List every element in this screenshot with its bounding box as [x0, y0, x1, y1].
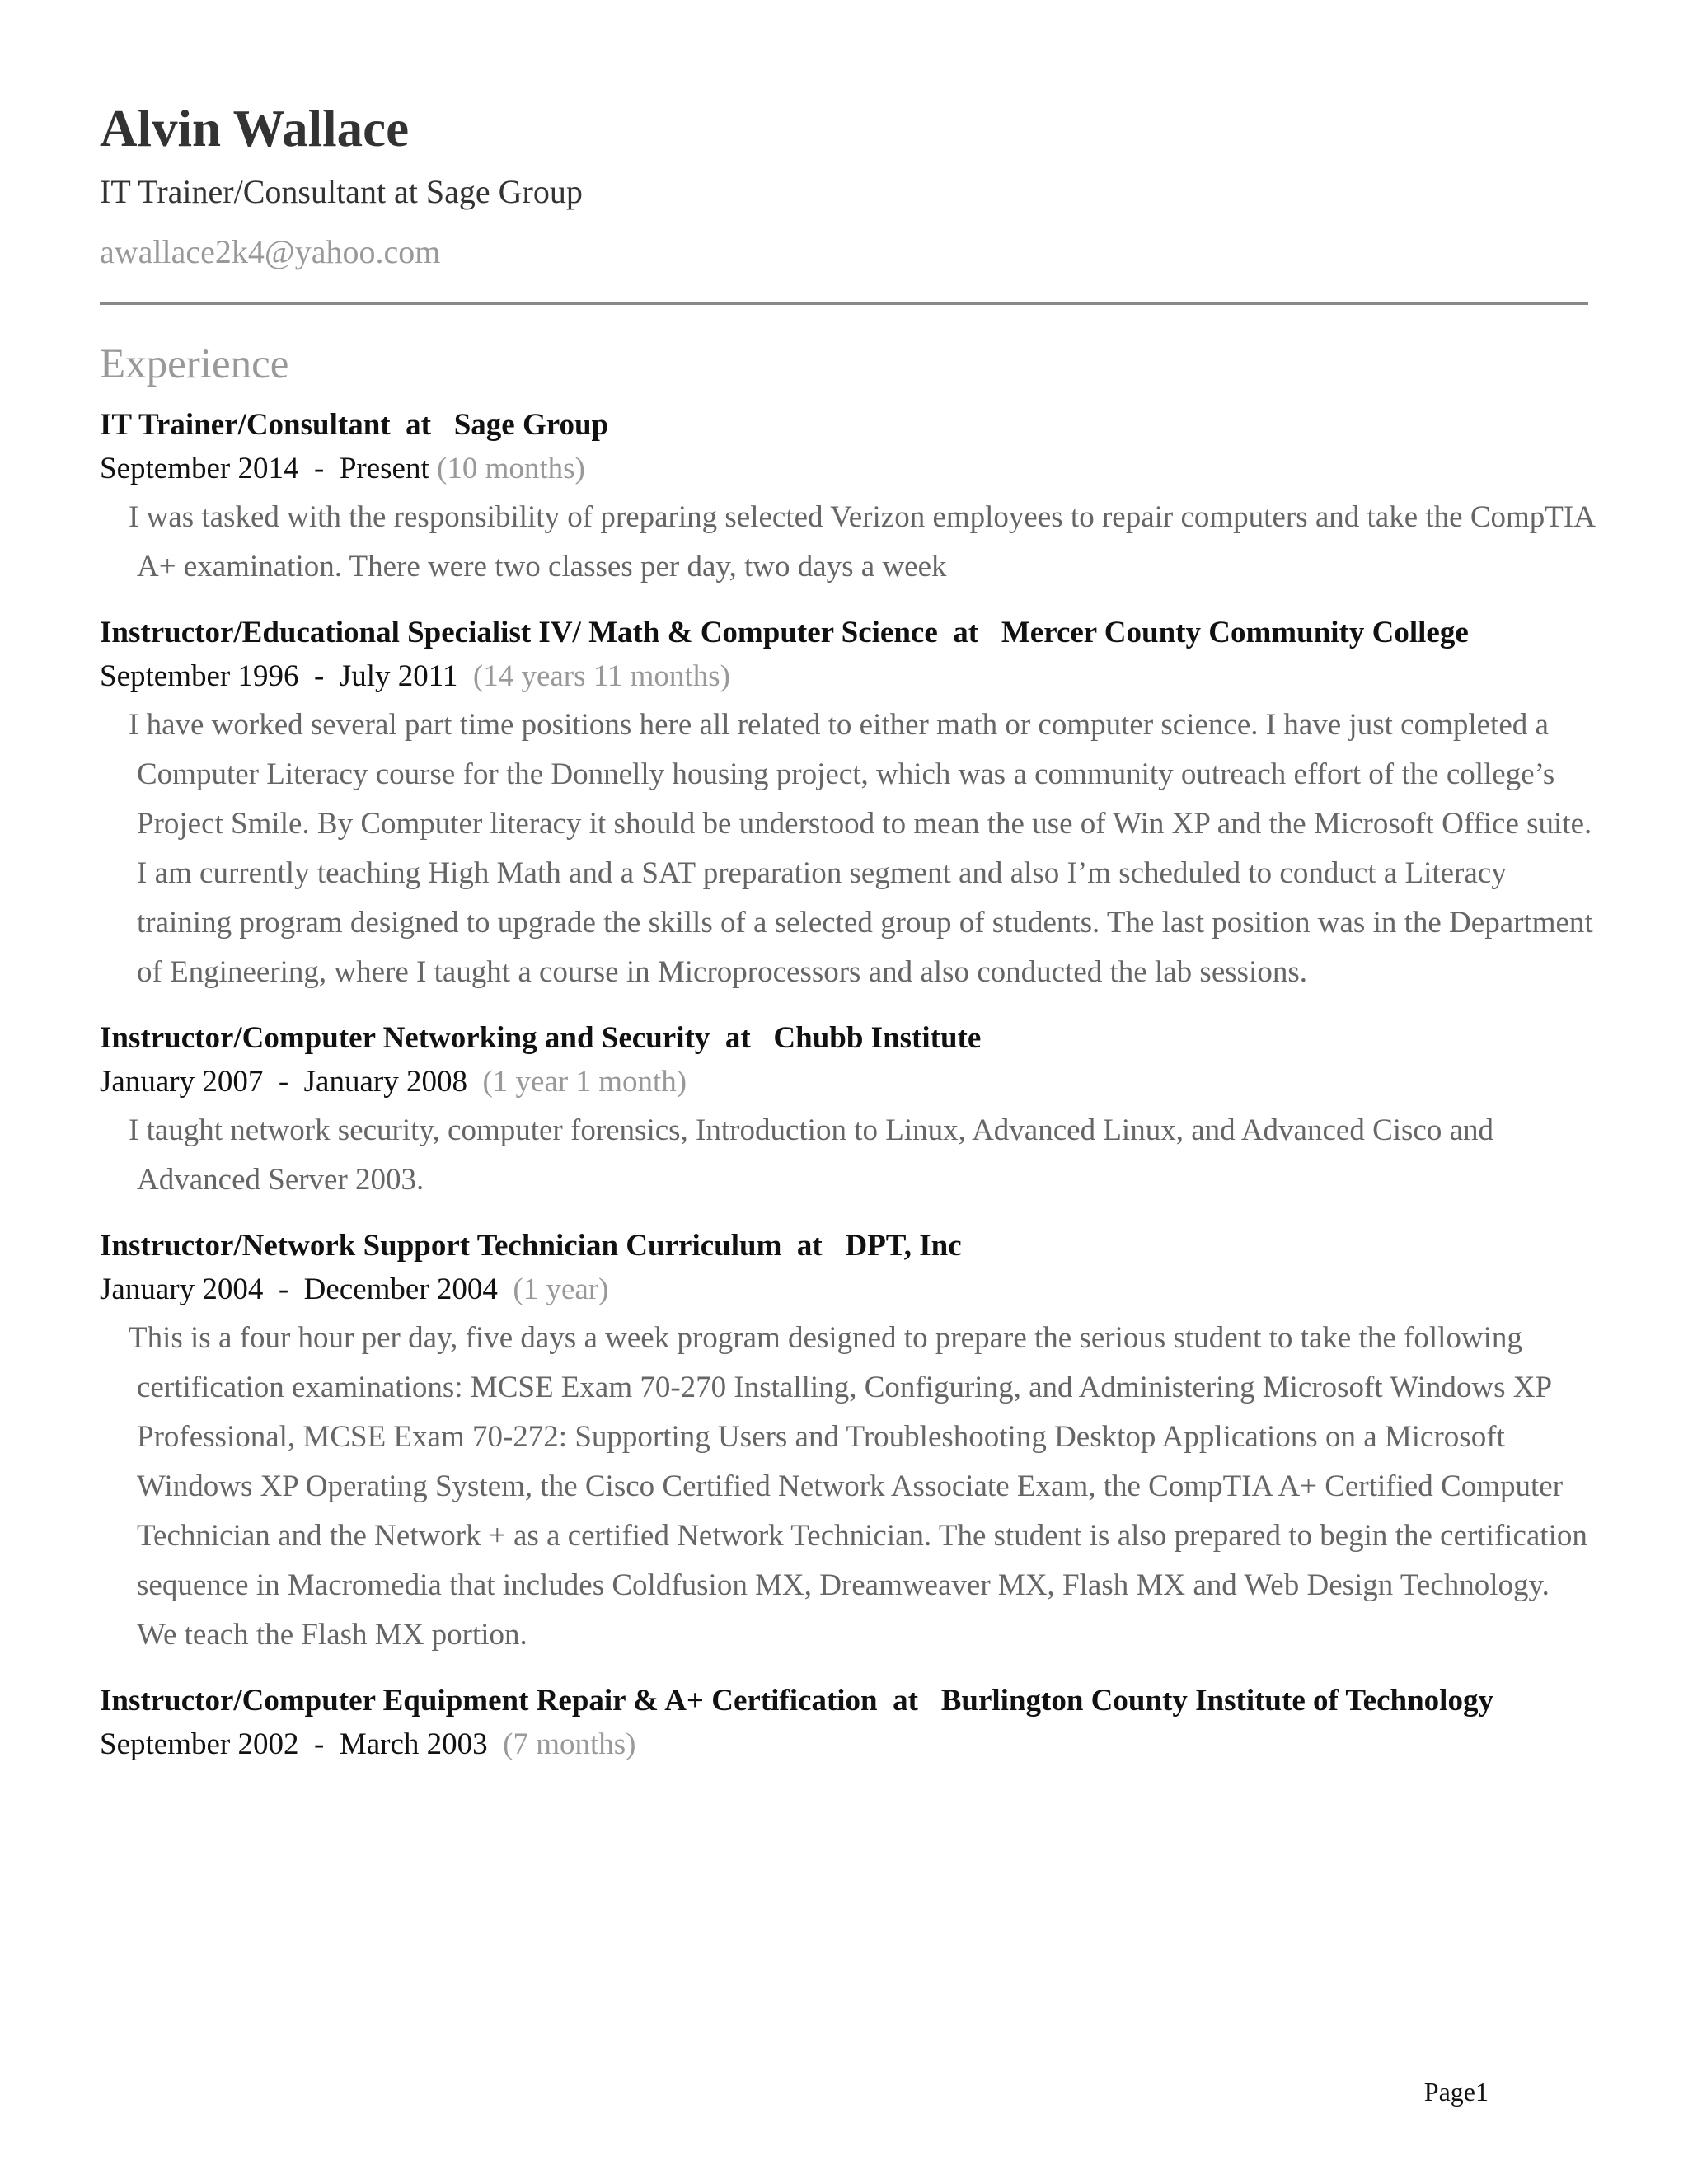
job-company: Chubb Institute: [773, 1021, 982, 1055]
job-end-date: January 2008: [303, 1065, 467, 1099]
candidate-email: awallace2k4@yahoo.com: [100, 233, 441, 270]
job-entry: [100, 613, 1593, 997]
job-end-date: December 2004: [303, 1272, 498, 1306]
job-entry: [100, 405, 1594, 592]
job-duration: (1 year 1 month): [482, 1065, 687, 1099]
job-duration: (10 months): [437, 452, 585, 485]
job-entry: [100, 1226, 1588, 1660]
job-company: DPT, Inc: [845, 1229, 962, 1263]
job-date-dash: -: [313, 659, 325, 693]
job-start-date: January 2004: [100, 1272, 264, 1306]
job-dates: [100, 1721, 1588, 1769]
candidate-headline: IT Trainer/Consultant at Sage Group: [100, 173, 583, 210]
job-duration: (14 years 11 months): [472, 659, 730, 693]
job-title-line: [100, 1019, 1588, 1058]
job-title: Instructor/Educational Specialist IV/ Math & Computer Science: [100, 616, 938, 649]
job-title-line: [100, 1226, 1588, 1266]
job-end-date: Present: [339, 452, 429, 485]
job-dates: [100, 653, 1588, 701]
job-entry: [100, 1681, 1588, 1769]
job-company: Sage Group: [453, 408, 609, 442]
job-title-line: [100, 1681, 1588, 1721]
job-at: at: [893, 1684, 918, 1718]
job-company: Mercer County Community College: [1001, 616, 1469, 649]
job-description: This is a four hour per day, five days a week program designed to prepare the serious student to take the following certification examinations: MCSE Exam 70-270 Installing, Configuring, and Administering Microsoft Windows XP Professional, MCSE Exam 70-272: Supporting Users and Troubleshooting Desktop Applications on a Microsoft Windows XP Operating System, the Cisco Certified Network Associate Exam, the CompTIA A+ Certified Computer Technician and the Network + as a certified Network Technician. The student is also prepared to begin the certification sequence in Macromedia that includes Coldfusion MX, Dreamweaver MX, Flash MX and Web Design Technology. We teach the Flash MX portion.: [129, 1321, 1587, 1652]
job-company: Burlington County Institute of Technology: [940, 1684, 1493, 1718]
job-duration: (7 months): [503, 1727, 636, 1761]
job-dates: [100, 1266, 1588, 1314]
job-dates: [100, 445, 1588, 493]
job-end-date: July 2011: [339, 659, 458, 693]
job-title-line: [100, 405, 1588, 445]
job-duration: (1 year): [513, 1272, 609, 1306]
job-date-dash: -: [313, 452, 325, 485]
job-start-date: January 2007: [100, 1065, 264, 1099]
job-at: at: [406, 408, 431, 442]
job-start-date: September 2002: [100, 1727, 299, 1761]
job-description: I was tasked with the responsibility of preparing selected Verizon employees to repair computers and take the CompTIA A+ examination. There were two classes per day, two days a week: [129, 500, 1594, 583]
job-description: I have worked several part time positions here all related to either math or computer science. I have just completed a Computer Literacy course for the Donnelly housing project, which was a community outreach effort of the college’s Project Smile. By Computer literacy it should be understood to mean the use of Win XP and the Microsoft Office suite. I am currently teaching High Math and a SAT preparation segment and also I’m scheduled to conduct a Literacy training program designed to upgrade the skills of a selected group of students. The last position was in the Department of Engineering, where I taught a course in Microprocessors and also conducted the lab sessions.: [129, 708, 1593, 989]
job-date-dash: -: [278, 1065, 289, 1099]
job-title: Instructor/Computer Equipment Repair & A+ Certification: [100, 1684, 878, 1718]
job-title: IT Trainer/Consultant: [100, 408, 391, 442]
candidate-name: Alvin Wallace: [100, 100, 410, 157]
job-description: I taught network security, computer forensics, Introduction to Linux, Advanced Linux, and Advanced Cisco and Advanced Server 2003.: [129, 1113, 1494, 1197]
job-at: at: [724, 1021, 751, 1055]
page-number: Page1: [1423, 2077, 1489, 2107]
job-dates: [100, 1058, 1588, 1106]
job-date-dash: -: [278, 1272, 289, 1306]
job-title: Instructor/Network Support Technician Curriculum: [100, 1229, 782, 1263]
experience-section-title: Experience: [100, 341, 289, 387]
job-date-dash: -: [313, 1727, 325, 1761]
job-entry: [100, 1019, 1588, 1205]
header-divider: [100, 302, 1588, 305]
job-at: at: [796, 1229, 823, 1263]
job-title-line: [100, 613, 1588, 653]
job-start-date: September 1996: [100, 659, 299, 693]
job-start-date: September 2014: [100, 452, 299, 485]
job-end-date: March 2003: [339, 1727, 488, 1761]
job-at: at: [953, 616, 979, 649]
job-title: Instructor/Computer Networking and Security: [100, 1021, 710, 1055]
experience-list: [100, 405, 1594, 1790]
